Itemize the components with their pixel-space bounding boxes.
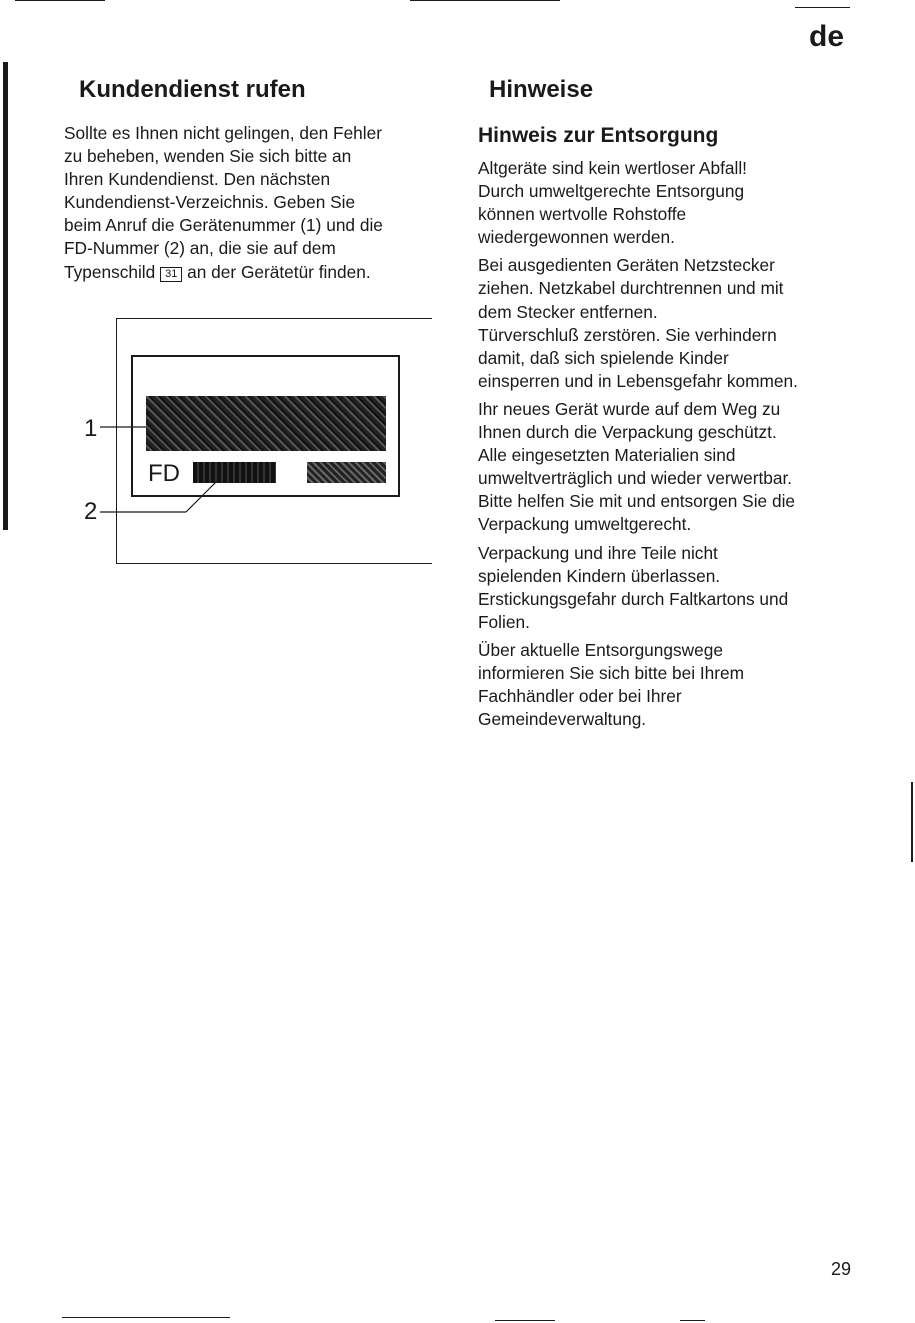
right-body bbox=[478, 157, 798, 731]
text-line: Bitte helfen Sie mit und entsorgen Sie die bbox=[478, 491, 796, 512]
figure-reference-box: 31 bbox=[160, 267, 182, 282]
text-fragment: an der Gerätetür finden. bbox=[187, 261, 371, 282]
text-line: Folien. bbox=[478, 611, 530, 632]
text-line: FD-Nummer (2) an, die sie auf dem bbox=[64, 238, 336, 259]
text-line: können wertvolle Rohstoffe bbox=[478, 204, 687, 225]
text-fragment: Typenschild bbox=[64, 261, 156, 282]
right-title: Hinweise bbox=[489, 76, 594, 103]
text-line: Über aktuelle Entsorgungswege bbox=[478, 639, 723, 660]
text-line: Altgeräte sind kein wertloser Abfall! bbox=[478, 158, 747, 178]
text-line: Sollte es Ihnen nicht gelingen, den Fehler bbox=[64, 123, 382, 143]
callout-1: 1 bbox=[84, 415, 98, 442]
text-line: zu beheben, wenden Sie sich bitte an bbox=[64, 146, 352, 167]
text-line: Kundendienst-Verzeichnis. Geben Sie bbox=[64, 192, 356, 213]
text-line: damit, daß sich spielende Kinder bbox=[478, 347, 729, 368]
text-line: Ihren Kundendienst. Den nächsten bbox=[64, 169, 331, 190]
text-line: Durch umweltgerechte Entsorgung bbox=[478, 181, 745, 202]
text-line: wiedergewonnen werden. bbox=[478, 227, 675, 248]
text-line: Gemeindeverwaltung. bbox=[478, 709, 647, 730]
text-line: spielenden Kindern überlassen. bbox=[478, 565, 721, 586]
text-line: ziehen. Netzkabel durchtrennen und mit bbox=[478, 278, 784, 299]
text-line: Ihr neues Gerät wurde auf dem Weg zu bbox=[478, 398, 781, 419]
text-line: Erstickungsgefahr durch Faltkartons und bbox=[478, 588, 789, 609]
text-line: Bei ausgedienten Geräten Netzstecker bbox=[478, 255, 775, 276]
text-line: informieren Sie sich bitte bei Ihrem bbox=[478, 662, 745, 683]
text-line: Verpackung und ihre Teile nicht bbox=[478, 542, 718, 563]
text-line: Verpackung umweltgerecht. bbox=[478, 514, 692, 535]
left-title: Kundendienst rufen bbox=[79, 76, 306, 103]
text-line: umweltverträglich und wieder verwertbar. bbox=[478, 468, 793, 489]
text-line: beim Anruf die Gerätenummer (1) und die bbox=[64, 215, 383, 236]
paragraph bbox=[478, 398, 798, 537]
paragraph bbox=[478, 639, 798, 731]
fd-label: FD bbox=[148, 460, 180, 487]
text-line: Fachhändler oder bei Ihrer bbox=[478, 686, 682, 707]
paragraph bbox=[478, 542, 798, 634]
text-line: Türverschluß zerstören. Sie verhindern bbox=[478, 324, 777, 345]
callout-2: 2 bbox=[84, 498, 98, 525]
text-line: Alle eingesetzten Materialien sind bbox=[478, 445, 736, 466]
right-subtitle: Hinweis zur Entsorgung bbox=[478, 124, 719, 147]
language-tag: de bbox=[809, 20, 845, 53]
paragraph bbox=[478, 157, 798, 249]
page-number: 29 bbox=[831, 1259, 852, 1279]
text-line: Ihnen durch die Verpackung geschützt. bbox=[478, 422, 777, 443]
text-line: einsperren und in Lebensgefahr kommen. bbox=[478, 370, 798, 391]
text-line: dem Stecker entfernen. bbox=[478, 301, 658, 322]
paragraph bbox=[478, 254, 798, 393]
